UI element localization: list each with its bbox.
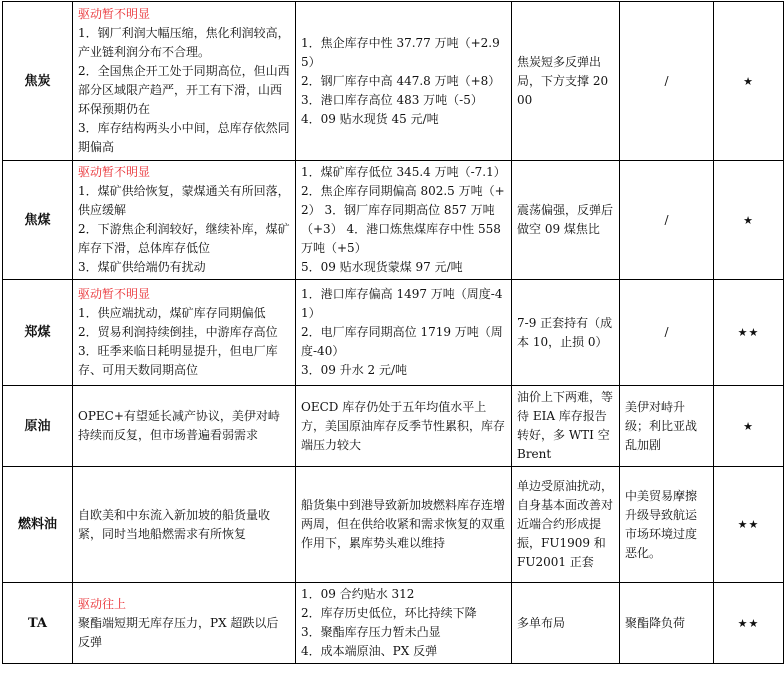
commodity-name: 郑煤 <box>3 280 73 386</box>
driver-label: 驱动暂不明显 <box>78 287 151 301</box>
fundamentals-cell <box>73 386 296 467</box>
rating-stars: ★ <box>714 2 784 161</box>
inventory-line: 3．09 升水 2 元/吨 <box>301 363 408 377</box>
inventory-line: 2．钢厂库存中高 447.8 万吨（+8） <box>301 73 501 88</box>
strategy-cell: 单边受原油扰动，自身基本面改善对近端合约形成提振，FU1909 和 FU2001 正套 <box>512 467 620 583</box>
inventory-cell <box>296 2 512 161</box>
fundamentals-cell <box>73 280 296 386</box>
strategy-cell: 多单布局 <box>512 583 620 664</box>
fundamentals-line: 2．下游焦企利润较好，继续补库，煤矿库存下滑，总体库存低位 <box>78 222 290 255</box>
commodity-name: 焦煤 <box>3 161 73 280</box>
inventory-line: 2．库存历史低位，环比持续下降 <box>301 606 477 620</box>
rating-stars: ★★ <box>714 467 784 583</box>
rating-stars: ★ <box>714 386 784 467</box>
fundamentals-line: 2．全国焦企开工处于同期高位，但山西部分区域限产趋严，开工有下滑，山西环保预期仍在 <box>78 64 290 116</box>
fundamentals-cell <box>73 161 296 280</box>
risk-cell: 美伊对峙升级；利比亚战乱加剧 <box>620 386 714 467</box>
table-row <box>3 583 784 664</box>
table-row <box>3 280 784 386</box>
table-row <box>3 161 784 280</box>
inventory-line: OECD 库存仍处于五年均值水平上方，美国原油库存反季节性累积，库存端压力较大 <box>301 399 506 452</box>
inventory-cell <box>296 161 512 280</box>
inventory-line: 4．成本端原油、PX 反弹 <box>301 644 438 658</box>
risk-cell: / <box>620 280 714 386</box>
inventory-cell <box>296 386 512 467</box>
fundamentals-line: 自欧美和中东流入新加坡的船货量收紧，同时当地船燃需求有所恢复 <box>78 507 271 541</box>
strategy-cell: 焦炭短多反弹出局，下方支撑 2000 <box>512 2 620 161</box>
risk-cell: / <box>620 2 714 161</box>
inventory-line: 5．09 贴水现货蒙煤 97 元/吨 <box>301 260 463 274</box>
inventory-line: 3．聚酯库存压力暂未凸显 <box>301 625 441 639</box>
inventory-line: 4．09 贴水现货 45 元/吨 <box>301 111 439 126</box>
strategy-cell: 震荡偏强，反弹后做空 09 煤焦比 <box>512 161 620 280</box>
fundamentals-line: 3．煤矿供给端仍有扰动 <box>78 260 206 274</box>
inventory-line: 2．焦企库存同期偏高 802.5 万吨（+2） 3．钢厂库存同期高位 857 万吨（+3） 4．港口炼焦煤库存中性 558 万吨（+5） <box>301 184 505 255</box>
table-row <box>3 2 784 161</box>
inventory-cell <box>296 280 512 386</box>
inventory-cell <box>296 467 512 583</box>
driver-label: 驱动往上 <box>78 596 127 611</box>
commodity-name: TA <box>3 583 73 664</box>
rating-stars: ★★ <box>714 280 784 386</box>
risk-cell: 聚酯降负荷 <box>620 583 714 664</box>
strategy-cell: 7-9 正套持有（成本 10，止损 0） <box>512 280 620 386</box>
inventory-line: 1．焦企库存中性 37.77 万吨（+2.95） <box>301 35 500 69</box>
table-row <box>3 386 784 467</box>
fundamentals-line: 3．库存结构两头小中间，总库存依然同期偏高 <box>78 121 290 154</box>
commodity-name: 焦炭 <box>3 2 73 161</box>
fundamentals-line: 1．煤矿供给恢复，蒙煤通关有所回落，供应缓解 <box>78 184 290 217</box>
fundamentals-cell <box>73 583 296 664</box>
commodity-name: 燃料油 <box>3 467 73 583</box>
commodity-strategy-table <box>2 1 784 664</box>
commodity-name: 原油 <box>3 386 73 467</box>
inventory-line: 1．港口库存偏高 1497 万吨（周度-41） <box>301 287 503 320</box>
rating-stars: ★ <box>714 161 784 280</box>
fundamentals-line: 2．贸易利润持续倒挂，中游库存高位 3．旺季来临日耗明显提升，但电厂库存、可用天数同期高位 <box>78 325 278 377</box>
strategy-cell: 油价上下两难，等待 EIA 库存报告转好，多 WTI 空 Brent <box>512 386 620 467</box>
fundamentals-line: OPEC+有望延长减产协议，美伊对峙持续而反复，但市场普遍看弱需求 <box>78 409 280 442</box>
driver-label: 驱动暂不明显 <box>78 165 151 179</box>
fundamentals-line: 1．钢厂利润大幅压缩，焦化利润较高，产业链利润分布不合理。 <box>78 26 290 59</box>
inventory-cell <box>296 583 512 664</box>
inventory-line: 2．电厂库存同期高位 1719 万吨（周度-40） <box>301 325 503 358</box>
driver-label: 驱动暂不明显 <box>78 7 151 21</box>
fundamentals-cell <box>73 2 296 161</box>
inventory-line: 1．煤矿库存低位 345.4 万吨（-7.1） <box>301 165 506 179</box>
inventory-line: 船货集中到港导致新加坡燃料库存连增两周，但在供给收紧和需求恢复的双重作用下，累库势头难以维持 <box>301 498 506 550</box>
table-row <box>3 467 784 583</box>
risk-cell: 中美贸易摩擦升级导致航运市场环境过度恶化。 <box>620 467 714 583</box>
inventory-line: 1．09 合约贴水 312 <box>301 587 415 601</box>
rating-stars: ★★ <box>714 583 784 664</box>
fundamentals-cell <box>73 467 296 583</box>
fundamentals-line: 聚酯端短期无库存压力，PX 超跌以后反弹 <box>78 615 279 649</box>
fundamentals-line: 1．供应端扰动，煤矿库存同期偏低 <box>78 306 266 320</box>
inventory-line: 3．港口库存高位 483 万吨（-5） <box>301 92 483 107</box>
risk-cell: / <box>620 161 714 280</box>
